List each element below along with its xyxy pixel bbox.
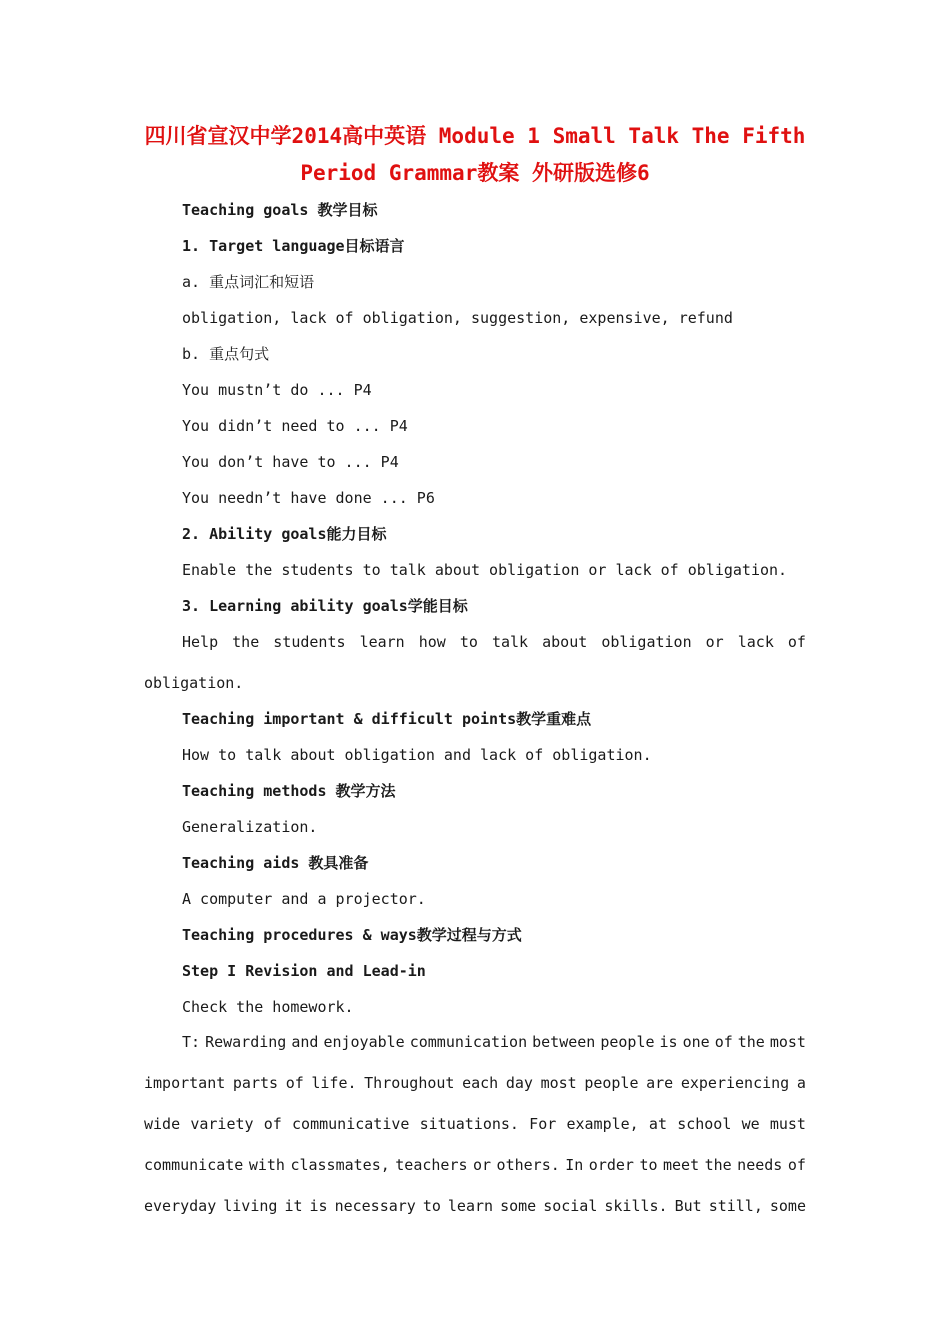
title-line-1: 四川省宣汉中学2014高中英语 Module 1 Small Talk The Fifth bbox=[144, 124, 806, 148]
important-text: How to talk about obligation and lack of obligation. bbox=[182, 746, 652, 764]
word: obligation bbox=[601, 633, 692, 651]
word: wide bbox=[144, 1115, 181, 1133]
word: people bbox=[600, 1033, 655, 1051]
word: is bbox=[659, 1033, 678, 1051]
paragraph-line-words bbox=[144, 1155, 806, 1175]
heading-ability-goals: 2. Ability goals能力目标 bbox=[182, 525, 387, 543]
word: Help bbox=[182, 633, 219, 651]
word: For bbox=[529, 1115, 557, 1133]
word: of bbox=[285, 1074, 304, 1092]
paragraph-line bbox=[144, 1196, 806, 1216]
heading-teaching-goals: Teaching goals 教学目标 bbox=[182, 201, 378, 219]
heading-target-language: 1. Target language目标语言 bbox=[182, 237, 405, 255]
word: or bbox=[473, 1156, 492, 1174]
word: classmates, bbox=[290, 1156, 390, 1174]
heading-methods: Teaching methods 教学方法 bbox=[182, 782, 396, 800]
word: learn bbox=[447, 1197, 494, 1215]
word: communication bbox=[409, 1033, 528, 1051]
word: most bbox=[769, 1033, 806, 1051]
word: day bbox=[505, 1074, 533, 1092]
word: and bbox=[291, 1033, 319, 1051]
word: necessary bbox=[334, 1197, 416, 1215]
subheading-vocab: a. 重点词汇和短语 bbox=[182, 273, 315, 291]
word: some bbox=[769, 1197, 806, 1215]
word: skills. bbox=[604, 1197, 668, 1215]
paragraph-line bbox=[144, 1155, 806, 1175]
word: the bbox=[704, 1156, 732, 1174]
word: living bbox=[223, 1197, 278, 1215]
word: school bbox=[677, 1115, 732, 1133]
check-text: Check the homework. bbox=[182, 998, 354, 1016]
word: at bbox=[648, 1115, 667, 1133]
word: each bbox=[462, 1074, 499, 1092]
word: meet bbox=[662, 1156, 700, 1174]
word: a bbox=[796, 1074, 806, 1092]
word: how bbox=[418, 633, 446, 651]
learning-text-end: obligation. bbox=[144, 674, 244, 692]
paragraph-line bbox=[144, 1032, 806, 1052]
word: most bbox=[540, 1074, 577, 1092]
heading-important-points: Teaching important & difficult points教学重难点 bbox=[182, 710, 592, 728]
word: order bbox=[588, 1156, 634, 1174]
word: about bbox=[542, 633, 588, 651]
word: of bbox=[787, 1156, 806, 1174]
word: or bbox=[705, 633, 724, 651]
word: between bbox=[532, 1033, 596, 1051]
word: must bbox=[769, 1115, 806, 1133]
heading-step-1: Step I Revision and Lead-in bbox=[182, 962, 426, 980]
sentence-item: You didn’t need to ... P4 bbox=[182, 417, 408, 435]
word: of bbox=[787, 633, 806, 651]
ability-text: Enable the students to talk about obligation or lack of obligation. bbox=[182, 561, 788, 579]
word: we bbox=[741, 1115, 760, 1133]
word: the bbox=[232, 633, 260, 651]
word: important bbox=[144, 1074, 226, 1092]
word: variety bbox=[190, 1115, 254, 1133]
word: social bbox=[543, 1197, 598, 1215]
word: students bbox=[273, 633, 346, 651]
word: example, bbox=[566, 1115, 639, 1133]
subheading-sentences: b. 重点句式 bbox=[182, 345, 270, 363]
word: But bbox=[674, 1197, 702, 1215]
word: learn bbox=[359, 633, 405, 651]
heading-procedures: Teaching procedures & ways教学过程与方式 bbox=[182, 926, 522, 944]
paragraph-line bbox=[144, 1073, 806, 1093]
word: talk bbox=[491, 633, 529, 651]
word: the bbox=[737, 1033, 765, 1051]
learning-text-line bbox=[144, 632, 806, 652]
methods-text: Generalization. bbox=[182, 818, 318, 836]
paragraph-line-words bbox=[144, 1196, 806, 1216]
aids-text: A computer and a projector. bbox=[182, 890, 426, 908]
word: to bbox=[422, 1197, 441, 1215]
word: others. bbox=[496, 1156, 560, 1174]
heading-learning-ability: 3. Learning ability goals学能目标 bbox=[182, 597, 468, 615]
word: communicate bbox=[144, 1156, 244, 1174]
paragraph-line-words bbox=[144, 1114, 806, 1134]
word: of bbox=[714, 1033, 733, 1051]
word: to bbox=[639, 1156, 658, 1174]
word: Rewarding bbox=[205, 1033, 287, 1051]
paragraph-line bbox=[144, 1114, 806, 1134]
word: everyday bbox=[144, 1197, 217, 1215]
word: are bbox=[646, 1074, 674, 1092]
word: some bbox=[500, 1197, 537, 1215]
word: with bbox=[248, 1156, 285, 1174]
heading-aids: Teaching aids 教具准备 bbox=[182, 854, 369, 872]
word: situations. bbox=[419, 1115, 519, 1133]
word: one bbox=[682, 1033, 710, 1051]
word: enjoyable bbox=[323, 1033, 405, 1051]
word: experiencing bbox=[680, 1074, 790, 1092]
word: people bbox=[584, 1074, 639, 1092]
word: Throughout bbox=[364, 1074, 455, 1092]
word: In bbox=[565, 1156, 584, 1174]
word: lack bbox=[737, 633, 774, 651]
word: communicative bbox=[292, 1115, 410, 1133]
paragraph-line-words bbox=[144, 1073, 806, 1093]
word: parts bbox=[232, 1074, 279, 1092]
learning-text bbox=[144, 632, 806, 652]
sentence-item: You mustn’t do ... P4 bbox=[182, 381, 372, 399]
title-line-2: Period Grammar教案 外研版选修6 bbox=[300, 161, 650, 185]
word: it bbox=[284, 1197, 303, 1215]
word: of bbox=[263, 1115, 282, 1133]
word: T: bbox=[182, 1033, 201, 1051]
vocab-text: obligation, lack of obligation, suggestion, expensive, refund bbox=[182, 309, 733, 327]
sentence-item: You don’t have to ... P4 bbox=[182, 453, 399, 471]
paragraph-line-words bbox=[144, 1032, 806, 1052]
word: to bbox=[459, 633, 478, 651]
word: teachers bbox=[395, 1156, 468, 1174]
word: is bbox=[309, 1197, 328, 1215]
sentence-item: You needn’t have done ... P6 bbox=[182, 489, 435, 507]
word: life. bbox=[311, 1074, 357, 1092]
document-title bbox=[120, 118, 830, 192]
word: still, bbox=[708, 1197, 763, 1215]
word: needs bbox=[737, 1156, 783, 1174]
